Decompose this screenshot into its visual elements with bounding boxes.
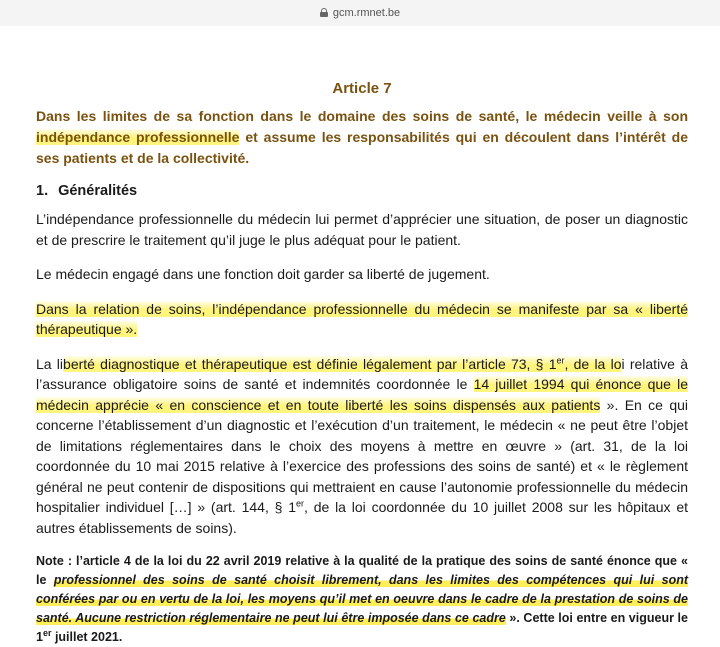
p4-highlight-2: 14 juillet 1994 qui énonce que le médecin apprécie « en conscience et en toute liberté les soins dispensés aux patients: [36, 376, 688, 413]
note-superscript: er: [42, 627, 52, 638]
lead-text-end: et assume les responsabilités qui en découlent dans l’intérêt de ses patients et de la collectivité.: [36, 129, 688, 166]
p4-text-d: ». En ce qui concerne l’établissement d’un diagnostic et l’exécution d’un traitement, le médecin « ne peut être l’objet de limitations réglementaires dans le choix des moyens à mettre en œuvre » (art. 31, de la loi coordonnée du 10 mai 2015 relative à l’exercice des professions des soins de santé) et « le règlement général ne peut contenir de dispositions qui mettraient en cause l’autonomie professionnelle du médecin hospitalier individuel […] » (art. 144, § 1: [36, 396, 689, 515]
p4-highlight-1-text: berté diagnostique et thérapeutique est définie légalement par l’article 73, § 1: [63, 355, 557, 372]
p4-superscript-1: er: [556, 354, 565, 365]
paragraph-4: [36, 354, 688, 539]
document-page: [36, 80, 688, 647]
p4-text-e: , de la loi coordonnée du 10 juillet 2008 sur les hôpitaux et autres établissements de soins).: [36, 499, 688, 536]
p4-text-a: La li: [36, 355, 64, 372]
note-end: ». Cette loi entre en vigueur le 1: [36, 611, 688, 644]
paragraph-3-highlight: Dans la relation de soins, l’indépendance professionnelle du médecin se manifeste par sa « liberté thérapeutique ».: [36, 300, 688, 337]
section-heading: [36, 183, 688, 199]
browser-address-bar[interactable]: [0, 0, 720, 26]
paragraph-3: [36, 299, 688, 340]
p4-text-c: i relative à l’assurance obligatoire soins de santé et indemnités coordonnée le: [36, 355, 688, 392]
section-title: Généralités: [58, 183, 138, 199]
note-end-b: juillet 2021.: [51, 630, 123, 644]
paragraph-2: Le médecin engagé dans une fonction doit garder sa liberté de jugement.: [36, 266, 490, 282]
p4-highlight-1: [63, 356, 621, 372]
note-lead: Note : l’article 4 de la loi du 22 avril 2019 relative à la qualité de la pratique des soins de santé énonce que « le: [36, 554, 688, 587]
lead-highlight: indépendance professionnelle: [36, 129, 240, 145]
section-number: 1.: [36, 183, 49, 199]
note-quote-highlight: professionnel des soins de santé choisit librement, dans les limites des compétences qui lui sont conférées par ou en vertu de la loi, les moyens qu’il met en oeuvre dans le cadre de la prestation de soins de santé. Aucune restriction réglementaire ne peut lui être imposée dans ce cadre: [36, 573, 688, 625]
paragraph-1: L’indépendance professionnelle du médecin lui permet d’apprécier une situation, de poser un diagnostic et de prescrire le traitement qu’il juge le plus adéquat pour le patient.: [36, 211, 688, 248]
lead-text: Dans les limites de sa fonction dans le domaine des soins de santé, le médecin veille à son: [36, 108, 688, 124]
p4-superscript-2: er: [296, 498, 305, 509]
article-title: Article 7: [332, 80, 392, 97]
article-lead: [36, 106, 688, 169]
p4-text-b: , de la lo: [564, 355, 622, 372]
lock-icon: [320, 8, 328, 17]
url-text: gcm.rmnet.be: [332, 7, 401, 19]
note-paragraph: [36, 552, 688, 647]
